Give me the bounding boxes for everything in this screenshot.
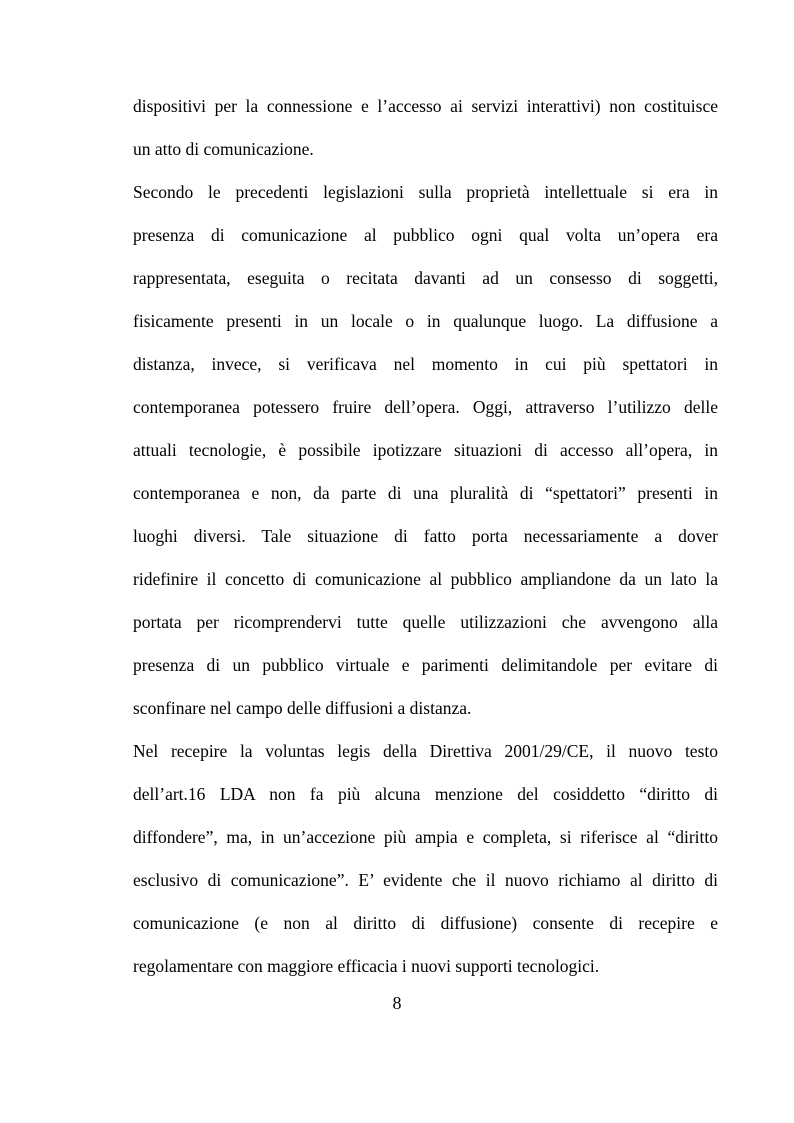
text-line: rappresentata, eseguita o recitata davanti ad un consesso di soggetti, [133, 268, 718, 288]
text-line: fisicamente presenti in un locale o in qualunque luogo. La diffusione a [133, 311, 718, 331]
text-line: portata per ricomprendervi tutte quelle utilizzazioni che avvengono alla [133, 612, 718, 632]
text-line: distanza, invece, si verificava nel momento in cui più spettatori in [133, 354, 718, 374]
text-line: Nel recepire la voluntas legis della Direttiva 2001/29/CE, il nuovo testo [133, 741, 718, 761]
text-line: attuali tecnologie, è possibile ipotizzare situazioni di accesso all’opera, in [133, 440, 718, 460]
text-line: contemporanea e non, da parte di una pluralità di “spettatori” presenti in [133, 483, 718, 503]
text-line: diffondere”, ma, in un’accezione più ampia e completa, si riferisce al “diritto [133, 827, 718, 847]
text-line: Secondo le precedenti legislazioni sulla proprietà intellettuale si era in [133, 182, 718, 202]
text-line: luoghi diversi. Tale situazione di fatto porta necessariamente a dover [133, 526, 718, 546]
text-line: dispositivi per la connessione e l’accesso ai servizi interattivi) non costituisce [133, 96, 718, 116]
text-line: presenza di un pubblico virtuale e parimenti delimitandole per evitare di [133, 655, 718, 675]
page-number: 8 [392, 993, 402, 1013]
document-body [133, 90, 718, 993]
text-line: dell’art.16 LDA non fa più alcuna menzione del cosiddetto “diritto di [133, 784, 718, 804]
text-line: presenza di comunicazione al pubblico ogni qual volta un’opera era [133, 225, 718, 245]
text-line: sconfinare nel campo delle diffusioni a distanza. [133, 698, 472, 718]
text-line: contemporanea potessero fruire dell’opera. Oggi, attraverso l’utilizzo delle [133, 397, 718, 417]
text-line: regolamentare con maggiore efficacia i nuovi supporti tecnologici. [133, 956, 600, 976]
text-line: ridefinire il concetto di comunicazione al pubblico ampliandone da un lato la [133, 569, 718, 589]
text-line: esclusivo di comunicazione”. E’ evidente che il nuovo richiamo al diritto di [133, 870, 718, 890]
text-line: un atto di comunicazione. [133, 139, 314, 159]
text-line: comunicazione (e non al diritto di diffusione) consente di recepire e [133, 913, 718, 933]
